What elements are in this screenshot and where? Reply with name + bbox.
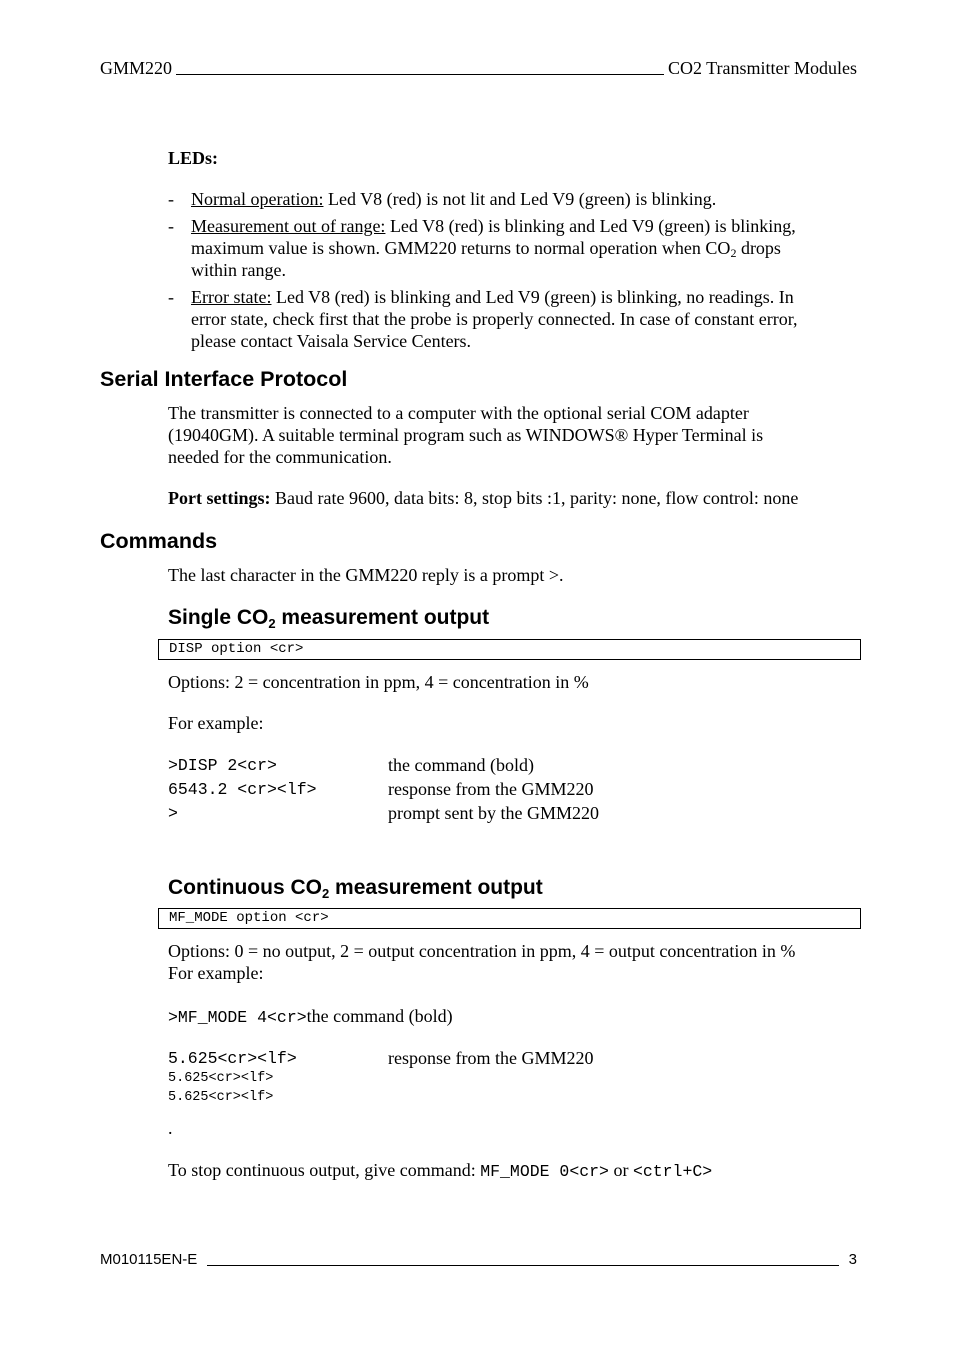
- serial-paragraph: The transmitter is connected to a computer with the optional serial COM adapter (19040GM). A suitable terminal program such as WINDOWS® Hyper Terminal is needed for the communication.: [168, 403, 764, 467]
- commands-intro: The last character in the GMM220 reply is a prompt >.: [168, 565, 564, 585]
- subheading-single: Single $CO_2$ measurement output: [168, 606, 490, 631]
- led-label: Error state:: [191, 287, 272, 307]
- page-footer: [100, 1251, 857, 1269]
- page-header: [100, 57, 857, 79]
- syntax-box-mf-mode: MF_MODE option <cr>: [158, 908, 861, 929]
- ctrl-c-command: <ctrl+C>: [632, 1162, 713, 1181]
- header-product: GMM220: [100, 58, 173, 78]
- example-code: 5.625<cr><lf>: [168, 1049, 297, 1068]
- continuous-command-line: [168, 1005, 453, 1027]
- leds-title: LEDs:: [168, 148, 219, 168]
- continuation-dot: .: [168, 1118, 173, 1138]
- example-desc: the command (bold): [306, 1006, 453, 1026]
- example-desc: response from the GMM220: [388, 779, 594, 799]
- footer-rule: [207, 1265, 838, 1266]
- subheading-continuous: Continuous $CO_2$ measurement output: [168, 876, 543, 901]
- header-title: CO2 Transmitter Modules: [667, 58, 857, 78]
- example-desc: response from the GMM220: [388, 1048, 594, 1068]
- bullet: -: [168, 189, 174, 209]
- example-code: >DISP 2<cr>: [168, 756, 277, 775]
- example-desc: the command (bold): [388, 755, 534, 775]
- continuous-options: Options: 0 = no output, 2 = output concentration in ppm, 4 = output concentration in %: [168, 941, 796, 961]
- led-label: Normal operation:: [191, 189, 324, 209]
- section-heading-serial: Serial Interface Protocol: [100, 367, 348, 391]
- syntax-box-disp: DISP option <cr>: [158, 639, 861, 660]
- example-desc: prompt sent by the GMM220: [388, 803, 599, 823]
- header-rule: [176, 74, 664, 75]
- bullet: -: [168, 216, 174, 236]
- stop-instruction: To stop continuous output, give command: MF_MODE 0<cr> or <ctrl+C>: [168, 1160, 713, 1181]
- continuous-example-label: For example:: [168, 963, 264, 983]
- section-heading-commands: Commands: [100, 529, 218, 553]
- single-options: Options: 2 = concentration in ppm, 4 = concentration in %: [168, 672, 589, 692]
- led-item-error: Error state: Led V8 (red) is blinking and Led V9 (green) is blinking, no readings. In error state, check first that the probe is properly connected. In case of constant error, please contact Vaisala Service Centers.: [191, 287, 798, 351]
- document-code: M010115EN-E: [100, 1251, 198, 1268]
- example-code: >MF_MODE 4<cr>: [168, 1008, 307, 1027]
- example-code-small: 5.625<cr><lf>: [168, 1090, 274, 1105]
- stop-command: MF_MODE 0<cr>: [480, 1162, 609, 1181]
- example-code: >: [168, 804, 178, 823]
- page-number: 3: [848, 1251, 857, 1268]
- example-code-small: 5.625<cr><lf>: [168, 1071, 274, 1086]
- bullet: -: [168, 287, 174, 307]
- single-example-label: For example:: [168, 713, 264, 733]
- example-code: 6543.2 <cr><lf>: [168, 780, 317, 799]
- port-settings: Port settings: Baud rate 9600, data bits: 8, stop bits :1, parity: none, flow control: none: [168, 488, 799, 508]
- led-label: Measurement out of range:: [191, 216, 386, 236]
- led-item-out-of-range: Measurement out of range: Led V8 (red) is blinking and Led V9 (green) is blinking, maximum value is shown. GMM220 returns to normal operation when $CO_2$ drops within range.: [191, 216, 796, 280]
- led-item-normal: Normal operation: Led V8 (red) is not lit and Led V9 (green) is blinking.: [191, 189, 717, 209]
